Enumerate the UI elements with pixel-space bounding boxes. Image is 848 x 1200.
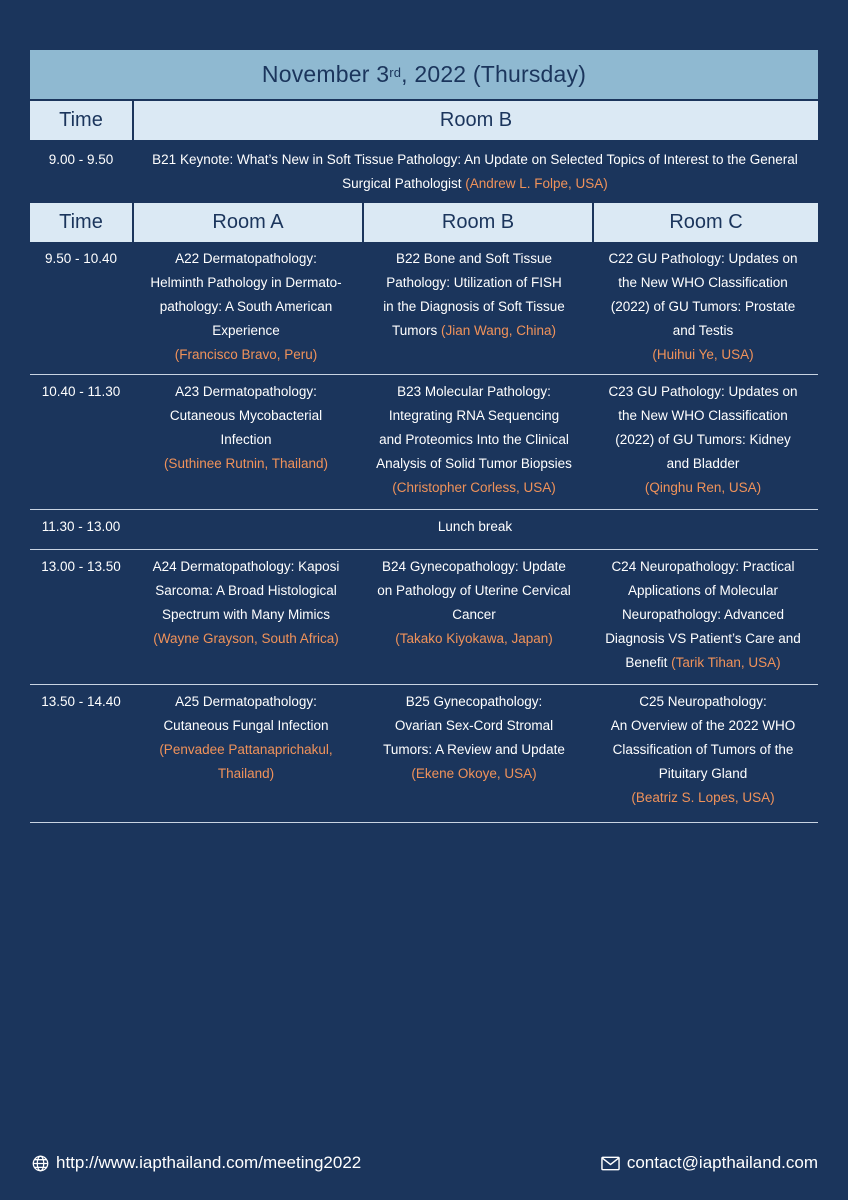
session-line: C24 Neuropathology: Practical xyxy=(611,559,795,574)
lunch-label: Lunch break xyxy=(437,519,513,534)
session-line-with-speaker xyxy=(360,319,588,343)
session-line: Integrating RNA Sequencing xyxy=(388,408,560,423)
keynote-row xyxy=(30,140,818,203)
session-line: and Proteomics Into the Clinical xyxy=(379,432,569,447)
session-room-a xyxy=(132,375,360,509)
schedule xyxy=(30,50,818,823)
website-url[interactable]: http://www.iapthailand.com/meeting2022 xyxy=(56,1153,362,1172)
session-room-c xyxy=(588,242,818,374)
session-line: (2022) of GU Tumors: Kidney xyxy=(615,432,791,447)
speaker: (Qinghu Ren, USA) xyxy=(644,480,762,495)
session-line: the New WHO Classification xyxy=(618,275,788,290)
session-line: Classification of Tumors of the xyxy=(612,742,794,757)
lunch-row xyxy=(30,510,818,550)
keynote-session xyxy=(132,148,818,203)
session-room-a xyxy=(132,242,360,374)
header-room-b: Room B xyxy=(132,101,818,140)
email-link[interactable] xyxy=(601,1153,818,1173)
row-time: 13.50 - 14.40 xyxy=(41,694,121,709)
speaker: (Ekene Okoye, USA) xyxy=(411,766,537,781)
website-link[interactable] xyxy=(32,1153,361,1173)
header-row-rooms xyxy=(30,203,818,242)
header-row-single xyxy=(30,101,818,140)
session-line: Sarcoma: A Broad Histological xyxy=(155,583,337,598)
speaker: (Francisco Bravo, Peru) xyxy=(174,347,318,362)
title-sup: rd xyxy=(389,65,402,80)
globe-icon xyxy=(32,1155,49,1172)
speaker: (Wayne Grayson, South Africa) xyxy=(153,631,339,646)
session-line: Analysis of Solid Tumor Biopsies xyxy=(376,456,572,471)
speaker: (Huihui Ye, USA) xyxy=(652,347,754,362)
session-line: C22 GU Pathology: Updates on xyxy=(608,251,798,266)
session-row xyxy=(30,550,818,685)
session-line: (2022) of GU Tumors: Prostate xyxy=(610,299,796,314)
session-room-b xyxy=(360,550,588,684)
email-address[interactable]: contact@iapthailand.com xyxy=(626,1153,818,1172)
row-time: 13.00 - 13.50 xyxy=(41,559,121,574)
speaker: (Penvadee Pattanaprichakul, Thailand) xyxy=(159,742,333,781)
keynote-time: 9.00 - 9.50 xyxy=(48,152,114,167)
session-line: B25 Gynecopathology: xyxy=(405,694,543,709)
session-line: and Testis xyxy=(672,323,734,338)
session-room-c xyxy=(588,550,818,684)
session-line: and Bladder xyxy=(666,456,740,471)
session-line: An Overview of the 2022 WHO xyxy=(610,718,796,733)
session-line: C23 GU Pathology: Updates on xyxy=(608,384,798,399)
session-line: Cutaneous Mycobacterial xyxy=(169,408,323,423)
row-time: 11.30 - 13.00 xyxy=(41,519,121,534)
session-line: Experience xyxy=(212,323,280,338)
session-line: Tumors xyxy=(391,323,441,338)
session-line: in the Diagnosis of Soft Tissue xyxy=(383,299,565,314)
page-title xyxy=(30,50,818,99)
title-suffix: , 2022 (Thursday) xyxy=(401,61,587,87)
row-time: 9.50 - 10.40 xyxy=(44,251,118,266)
session-room-b xyxy=(360,375,588,509)
keynote-speaker: (Andrew L. Folpe, USA) xyxy=(465,176,608,191)
session-line: Cancer xyxy=(452,607,496,622)
session-line: on Pathology of Uterine Cervical xyxy=(377,583,571,598)
speaker: (Jian Wang, China) xyxy=(440,323,557,338)
session-line: Neuropathology: Advanced xyxy=(621,607,785,622)
session-room-a xyxy=(132,685,360,822)
session-line: C25 Neuropathology: xyxy=(639,694,767,709)
session-line: A24 Dermatopathology: Kaposi xyxy=(152,559,340,574)
speaker: (Takako Kiyokawa, Japan) xyxy=(395,631,553,646)
keynote-title: B21 Keynote: What’s New in Soft Tissue Pathology: An Update on Selected Topics of Interest to the General Surgical Pathologist xyxy=(152,152,798,191)
session-room-c xyxy=(588,375,818,509)
session-room-b xyxy=(360,685,588,822)
session-line: A22 Dermatopathology: xyxy=(175,251,317,266)
title-prefix: November 3 xyxy=(261,61,390,87)
session-room-b xyxy=(360,242,588,374)
session-line: A25 Dermatopathology: xyxy=(175,694,317,709)
session-line: Diagnosis VS Patient’s Care and xyxy=(605,631,801,646)
header-time: Time xyxy=(59,109,103,131)
session-line: B23 Molecular Pathology: xyxy=(397,384,551,399)
header-time: Time xyxy=(59,211,103,233)
header-room-c: Room C xyxy=(592,203,818,242)
session-line: Pituitary Gland xyxy=(658,766,748,781)
session-line: Spectrum with Many Mimics xyxy=(161,607,331,622)
session-line: Infection xyxy=(220,432,272,447)
speaker: (Tarik Tihan, USA) xyxy=(671,655,781,670)
session-room-c xyxy=(588,685,818,822)
session-line: Ovarian Sex-Cord Stromal xyxy=(394,718,554,733)
row-time: 10.40 - 11.30 xyxy=(41,384,121,399)
session-row xyxy=(30,375,818,510)
session-line: B24 Gynecopathology: Update xyxy=(382,559,566,574)
session-row xyxy=(30,242,818,375)
session-row xyxy=(30,685,818,823)
session-line: Tumors: A Review and Update xyxy=(383,742,565,757)
footer xyxy=(32,1150,818,1176)
session-line: Benefit xyxy=(625,655,672,670)
session-line: A23 Dermatopathology: xyxy=(175,384,317,399)
session-line-with-speaker xyxy=(588,651,818,675)
session-line: pathology: A South American xyxy=(159,299,333,314)
header-room-b: Room B xyxy=(362,203,592,242)
speaker: (Beatriz S. Lopes, USA) xyxy=(631,790,775,805)
session-room-a xyxy=(132,550,360,684)
envelope-icon xyxy=(601,1156,620,1171)
session-line: Pathology: Utilization of FISH xyxy=(386,275,562,290)
session-line: Helminth Pathology in Dermato- xyxy=(150,275,342,290)
session-line: B22 Bone and Soft Tissue xyxy=(395,251,553,266)
speaker: (Christopher Corless, USA) xyxy=(392,480,556,495)
session-line: the New WHO Classification xyxy=(618,408,788,423)
session-line: Applications of Molecular xyxy=(627,583,779,598)
speaker: (Suthinee Rutnin, Thailand) xyxy=(163,456,329,471)
header-room-a: Room A xyxy=(132,203,362,242)
session-line: Cutaneous Fungal Infection xyxy=(163,718,329,733)
